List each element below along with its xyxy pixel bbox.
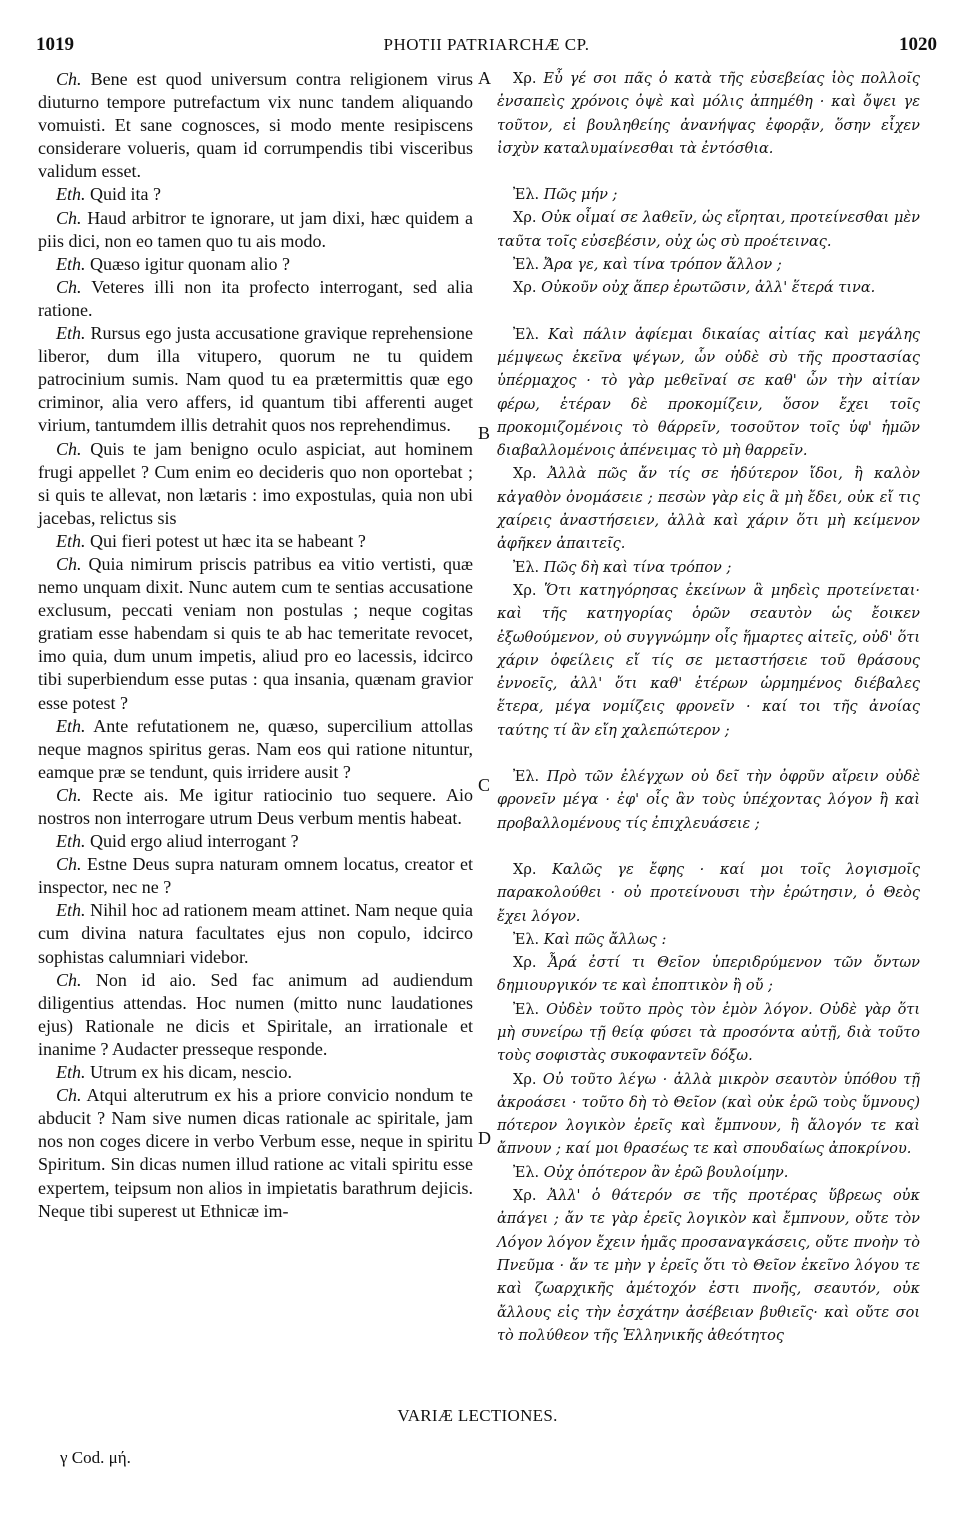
greek-paragraph: Χρ. Ἀλλὰ πῶς ἄν τίς σε ἡδύτερον ἴδοι, ἢ καλὸν κἀγαθὸν ὀνομάσειε ; πεσὼν γὰρ εἰς ἃ μὴ ἔδει, οὐκ εἴ τις χαίρεις ἀναστήσειεν, ἀλλὰ καὶ χάριν ὅτι μὴ κείμενον ἀφῆκεν ἀπαιτεῖς. (497, 466, 921, 553)
latin-paragraph: Ch. Estne Deus supra naturam omnem locatus, creator et inspector, nec ne ? (38, 854, 473, 898)
greek-paragraph: Χρ. Ἀλλ' ὁ θάτερόν σε τῆς προτέρας ὕβρεως οὐκ ἀπάγει ; ἄν τε γὰρ ἐρεῖς λογικὸν καὶ ἔμπνουν, οὔτε τὸν Λόγον λόγον ἔχειν ἡμᾶς προσαναγκάσεις, οὔτε πνοὴν τὸ Πνεῦμα · ἄν τε μὴν γ ἐρεῖς ὅτι τὸ Θεῖον ἐκεῖνο λόγου τε καὶ ζωαρχικῆς ἀμέτοχόν ἐστι πνοῆς, σεαυτόν, οὐκ ἄλλους εἰς τὴν ἐσχάτην ἀσέβειαν βυθιεῖς· καὶ οὔτε σοι τὸ πολύθεον τῆς Ἑλληνικῆς ἀθεότητος (497, 1188, 921, 1344)
latin-paragraph: Ch. Recte ais. Me igitur ratiocinio tuo sequere. Aio nostros non interrogare utrum Deus verbum mentis habeat. (38, 784, 473, 828)
greek-paragraph: Ἐλ. Καὶ πῶς ἄλλως : (513, 931, 667, 948)
column-marker-b: B (478, 423, 491, 443)
greek-paragraph: Ἐλ. Καὶ πάλιν ἀφίεμαι δικαίας αἰτίας καὶ μεγάλης μέμψεως ἐκεῖνα ψέγων, ὧν οὐδὲ σὺ τῆς προστασίας ὑπέρμαχος · τὸ γὰρ μεθεῖναί σε καθ' ὧν τὴν αἰτίαν φέρω, ἑτέραν δὲ προκομίζειν, ὅσον ἔχει τοῖς προκομιζομένοις τὸ θάρρεῖν, τοσοῦτον τοῖς ὑφ' ἡμῶν διαβαλλομένοις ἀπένειμας τὸ μὴ θαρρεῖν. (497, 326, 921, 460)
greek-paragraph: Χρ. Οὐ τοῦτο λέγω · ἀλλὰ μικρὸν σεαυτὸν ὑπόθου τῇ ἀκροάσει · τοῦτο δὴ τὸ Θεῖον (καὶ οὐκ ἐρῶ τοὺς ὕμνους) πότερον λογικὸν ἐρεῖς καὶ ἔμπνουν, ἢ ἄλογόν τε καὶ ἄπνουν ; καί μοι θρασέως τε καὶ σπουδαίως ἀποκρίνου. (497, 1071, 920, 1158)
latin-paragraph: Eth. Rursus ego justa accusatione gravique reprehensione liberor, dum illa vitupero, quorum ne tu quidem patrocinium sumis. Nam quod tu ea prætermittis quæ ego criminor, alia vero affers, id quantum tibi afferenti auget virium, tantumdem illis detrahit quos nos reprehendimus. (38, 323, 473, 436)
column-marker-d: D (478, 1128, 491, 1148)
latin-paragraph: Ch. Bene est quod universum contra religionem virus diuturno tempore putrefactum vix nunc tandem aliquando vomuisti. Et sane cognosces, si modo mente resipiscens considerare volueris, quam id corrumpendis tibi visceribus validum esset. (38, 69, 474, 182)
latin-paragraph: Ch. Haud arbitror te ignorare, ut jam dixi, hæc quidem a piis dici, non eo tamen quo tu ais modo. (38, 207, 474, 251)
greek-paragraph: Χρ. Οὐκ οἶμαί σε λαθεῖν, ὡς εἴρηται, προτείνεσθαι μὲν ταῦτα τοῖς εὐσεβέσιν, οὐχ ὡς σὺ προέτεινας. (497, 210, 920, 250)
latin-paragraph: Ch. Non id aio. Sed fac animum ad audiendum diligentius attendas. Hoc numen (mitto nunc laudationes ejus) Rationale ne dicis et Spiritale, an irrationale et inanime ? Audacter presseque responde. (38, 969, 473, 1059)
latin-paragraph: Eth. Quæso igitur quonam alio ? (56, 253, 290, 274)
latin-paragraph: Eth. Quid ita ? (56, 184, 161, 205)
page-number-right: 1020 (899, 34, 937, 55)
greek-paragraph: Ἐλ. Πρὸ τῶν ἐλέγχων οὐ δεῖ τὴν ὀφρῦν αἴρειν οὐδὲ φρονεῖν μέγα · ἐφ' οἷς ἂν τοὺς ὑπέχοντας λόγον ἢ καὶ προβαλλομένους τίς ἐπιχλευάσειε ; (497, 769, 921, 832)
running-header (36, 34, 937, 58)
running-title: PHOTII PATRIARCHÆ CP. (383, 35, 590, 54)
latin-paragraph: Eth. Ante refutationem ne, quæso, supercilium attollas neque magnos spiritus geras. Nam eos qui ratione nituntur, eamque præ se tendunt, quis irridere ausit ? (38, 715, 474, 782)
greek-paragraph: Ἐλ. Οὐδὲν τοῦτο πρὸς τὸν ἐμὸν λόγον. Οὐδὲ γὰρ ὅτι μὴ συνείρω τῇ θείᾳ φύσει τὰ προσόντα αὐτῇ, διὰ τοῦτο τοὺς σοφιστὰς συκοφαντεῖν δόξω. (497, 1001, 921, 1065)
greek-paragraph: Ἐλ. Ἄρα γε, καὶ τίνα τρόπον ἄλλον ; (513, 257, 782, 274)
latin-paragraph: Eth. Quid ergo aliud interrogant ? (56, 831, 299, 852)
latin-paragraph: Eth. Nihil hoc ad rationem meam attinet. Nam neque quia cum divina natura facultates ejus non copulo, idcirco sophistas calumniari videbor. (38, 900, 473, 967)
greek-column (497, 68, 920, 1348)
variae-lectiones-heading: VARIÆ LECTIONES. (397, 1406, 558, 1425)
latin-paragraph: Ch. Quis te jam benigno oculo aspiciat, aut hominem frugi appellet ? Cum enim eo decideris quo non oportebat ; si quis te allevat, non lætaris : imo expostulas, quia non ubi jacebas, relictus sis (38, 438, 473, 528)
latin-paragraph: Ch. Atqui alterutrum ex his a priore convicio nondum te abducit ? Nam sive numen dicas rationale ac spiritale, jam nos non coges dicere in verbo Verbum esse, neque in spiritu Spiritum. Sin dicas numen illud ratione ac vitali spiritu esse expertem, teipsum non alios in impietatis barathrum dejicis. Neque tibi superest ut Ethnicæ im- (38, 1085, 474, 1221)
greek-paragraph: Χρ. Καλῶς γε ἔφης · καί μοι τοῖς λογισμοῖς παρακολούθει · οὐ προτείνουσι τὴν ἐρώτησιν, ὁ Θεὸς ἔχει λόγον. (497, 861, 920, 925)
footnote: γ Cod. μή. (60, 1448, 131, 1467)
column-marker-c: C (478, 775, 491, 795)
page-number-left: 1019 (36, 34, 74, 55)
greek-paragraph: Ἐλ. Πῶς μήν ; (513, 187, 618, 204)
greek-paragraph: Χρ. Εὖ γέ σοι πᾶς ὁ κατὰ τῆς εὐσεβείας ἰὸς πολλοῖς ἐνσαπεὶς χρόνοις ὀψὲ καὶ μόλις ἀπημέθη · καὶ ὄψει γε τοῦτον, εἰ βουληθείης ἀνανήψας ἐφορᾷν, ὅσην εἶχεν ἰσχὺν καταλυμαίνεσθαι τὰ ἐντόσθια. (497, 71, 920, 157)
greek-paragraph: Ἐλ. Πῶς δὴ καὶ τίνα τρόπον ; (513, 559, 732, 576)
greek-paragraph: Χρ. Οὐκοῦν οὐχ ἅπερ ἐρωτῶσιν, ἀλλ' ἕτερά τινα. (513, 280, 876, 297)
greek-paragraph: Χρ. Ὅτι κατηγόρησας ἐκείνων ἃ μηδεὶς προτείνεται· καὶ τῆς κατηγορίας ὁρῶν σεαυτὸν ὡς ἔοικεν ἐξωθούμενον, οὐ συγγνώμην οἷς ἥμαρτες αἰτεῖς, οὐδ' ὅτι χάριν ὀφείλεις εἴ τίς σε μεταστήσειε τοῦ θράσους ἐννοεῖς, ἀλλ' ὅτι καθ' ἑτέρων ὡρμημένος διέβαλες ἕτερα, μέγα νομίζεις φρονεῖν · καί τοι τῆς ἀνοίας ταύτης τί ἂν εἴη χαλεπώτερον ; (497, 582, 921, 739)
latin-paragraph: Eth. Utrum ex his dicam, nescio. (56, 1062, 292, 1083)
latin-paragraph: Eth. Qui fieri potest ut hæc ita se habeant ? (56, 530, 366, 551)
latin-paragraph: Ch. Veteres illi non ita profecto interrogant, sed alia ratione. (38, 276, 473, 320)
latin-column (38, 68, 473, 1223)
column-marker-a: A (478, 68, 491, 88)
latin-paragraph: Ch. Quia nimirum priscis patribus ea vitio vertisti, quæ nemo unquam dixit. Nunc autem cum te sentias accusatione exclusum, peccati veniam non postulas ; neque cogitas gratiam esse habendam si quis te ab hac temeritate revocet, imo quia, dum unum impetis, aliud pro eo lacessis, idcirco tibi superbiendum esse putas : qua insania, quænam gravior esse potest ? (38, 553, 474, 713)
greek-paragraph: Χρ. Ἆρά ἐστί τι Θεῖον ὑπεριδρύμενον τῶν ὄντων δημιουργικόν τε καὶ ἐποπτικὸν ἢ οὔ ; (497, 955, 920, 995)
greek-paragraph: Ἐλ. Οὐχ ὁπότερον ἂν ἐρῶ βουλοίμην. (513, 1164, 789, 1181)
